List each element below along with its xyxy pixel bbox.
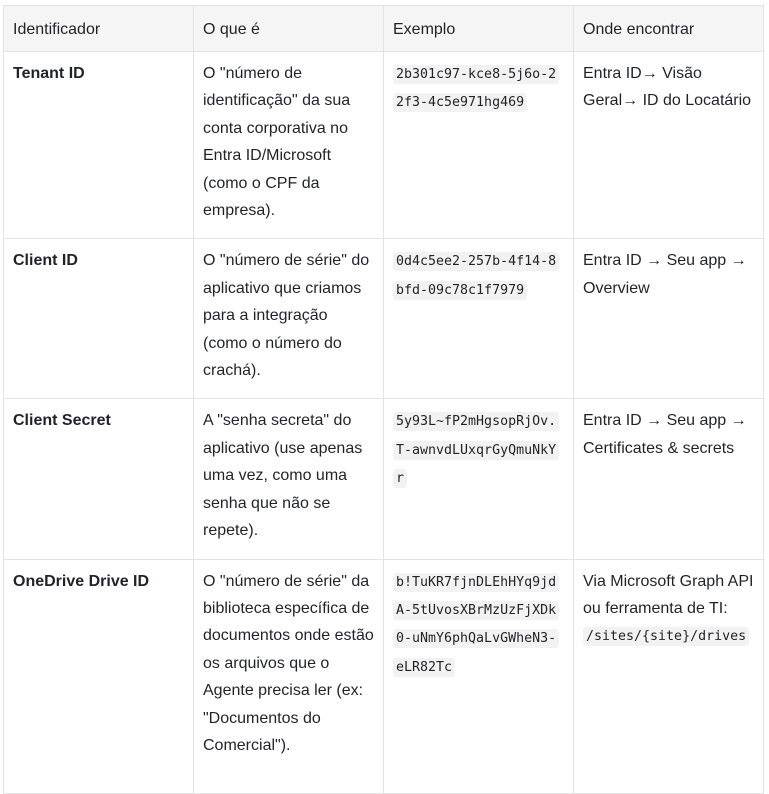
onde-encontrar-text: Via Microsoft Graph API ou ferramenta de TI: xyxy=(583,572,754,617)
cell-exemplo xyxy=(384,399,574,559)
cell-o-que-e: O "número de série" do aplicativo que criamos para a integração (como o número do crachá). xyxy=(194,239,384,399)
table-header-row xyxy=(4,6,764,52)
table-row xyxy=(4,239,764,399)
header-exemplo: Exemplo xyxy=(384,6,574,52)
identifiers-table xyxy=(3,5,764,794)
cell-identificador: Client Secret xyxy=(4,399,194,559)
header-identificador: Identificador xyxy=(4,6,194,52)
cell-o-que-e: O "número de identificação" da sua conta corporativa no Entra ID/Microsoft (como o CPF da empresa). xyxy=(194,52,384,239)
cell-o-que-e: A "senha secreta" do aplicativo (use apenas uma vez, como uma senha que não se repete). xyxy=(194,399,384,559)
example-code: 0d4c5ee2-257b-4f14-8bfd-09c78c1f7979 xyxy=(393,252,559,299)
example-code: b!TuKR7fjnDLEhHYq9jdA-5tUvosXBrMzUzFjXDk0-uNmY6phQaLvGWheN3-eLR82Tc xyxy=(393,573,559,677)
cell-onde-encontrar: Entra ID→ Visão Geral→ ID do Locatário xyxy=(574,52,764,239)
cell-identificador: Tenant ID xyxy=(4,52,194,239)
cell-exemplo xyxy=(384,52,574,239)
cell-onde-encontrar: Entra ID → Seu app → Overview xyxy=(574,239,764,399)
example-code: 5y93L~fP2mHgsopRjOv.T-awnvdLUxqrGyQmuNkYr xyxy=(393,412,559,488)
example-code: 2b301c97-kce8-5j6o-22f3-4c5e971hg469 xyxy=(393,65,559,112)
cell-onde-encontrar xyxy=(574,559,764,793)
cell-identificador: OneDrive Drive ID xyxy=(4,559,194,793)
header-onde-encontrar: Onde encontrar xyxy=(574,6,764,52)
table-row xyxy=(4,559,764,793)
cell-exemplo xyxy=(384,559,574,793)
table-row xyxy=(4,52,764,239)
header-o-que-e: O que é xyxy=(194,6,384,52)
cell-o-que-e: O "número de série" da biblioteca específica de documentos onde estão os arquivos que o Agente precisa ler (ex: "Documentos do Comercial"). xyxy=(194,559,384,793)
table-row xyxy=(4,399,764,559)
cell-onde-encontrar: Entra ID → Seu app → Certificates & secrets xyxy=(574,399,764,559)
graph-path-code: /sites/{site}/drives xyxy=(583,627,749,646)
cell-identificador: Client ID xyxy=(4,239,194,399)
cell-exemplo xyxy=(384,239,574,399)
